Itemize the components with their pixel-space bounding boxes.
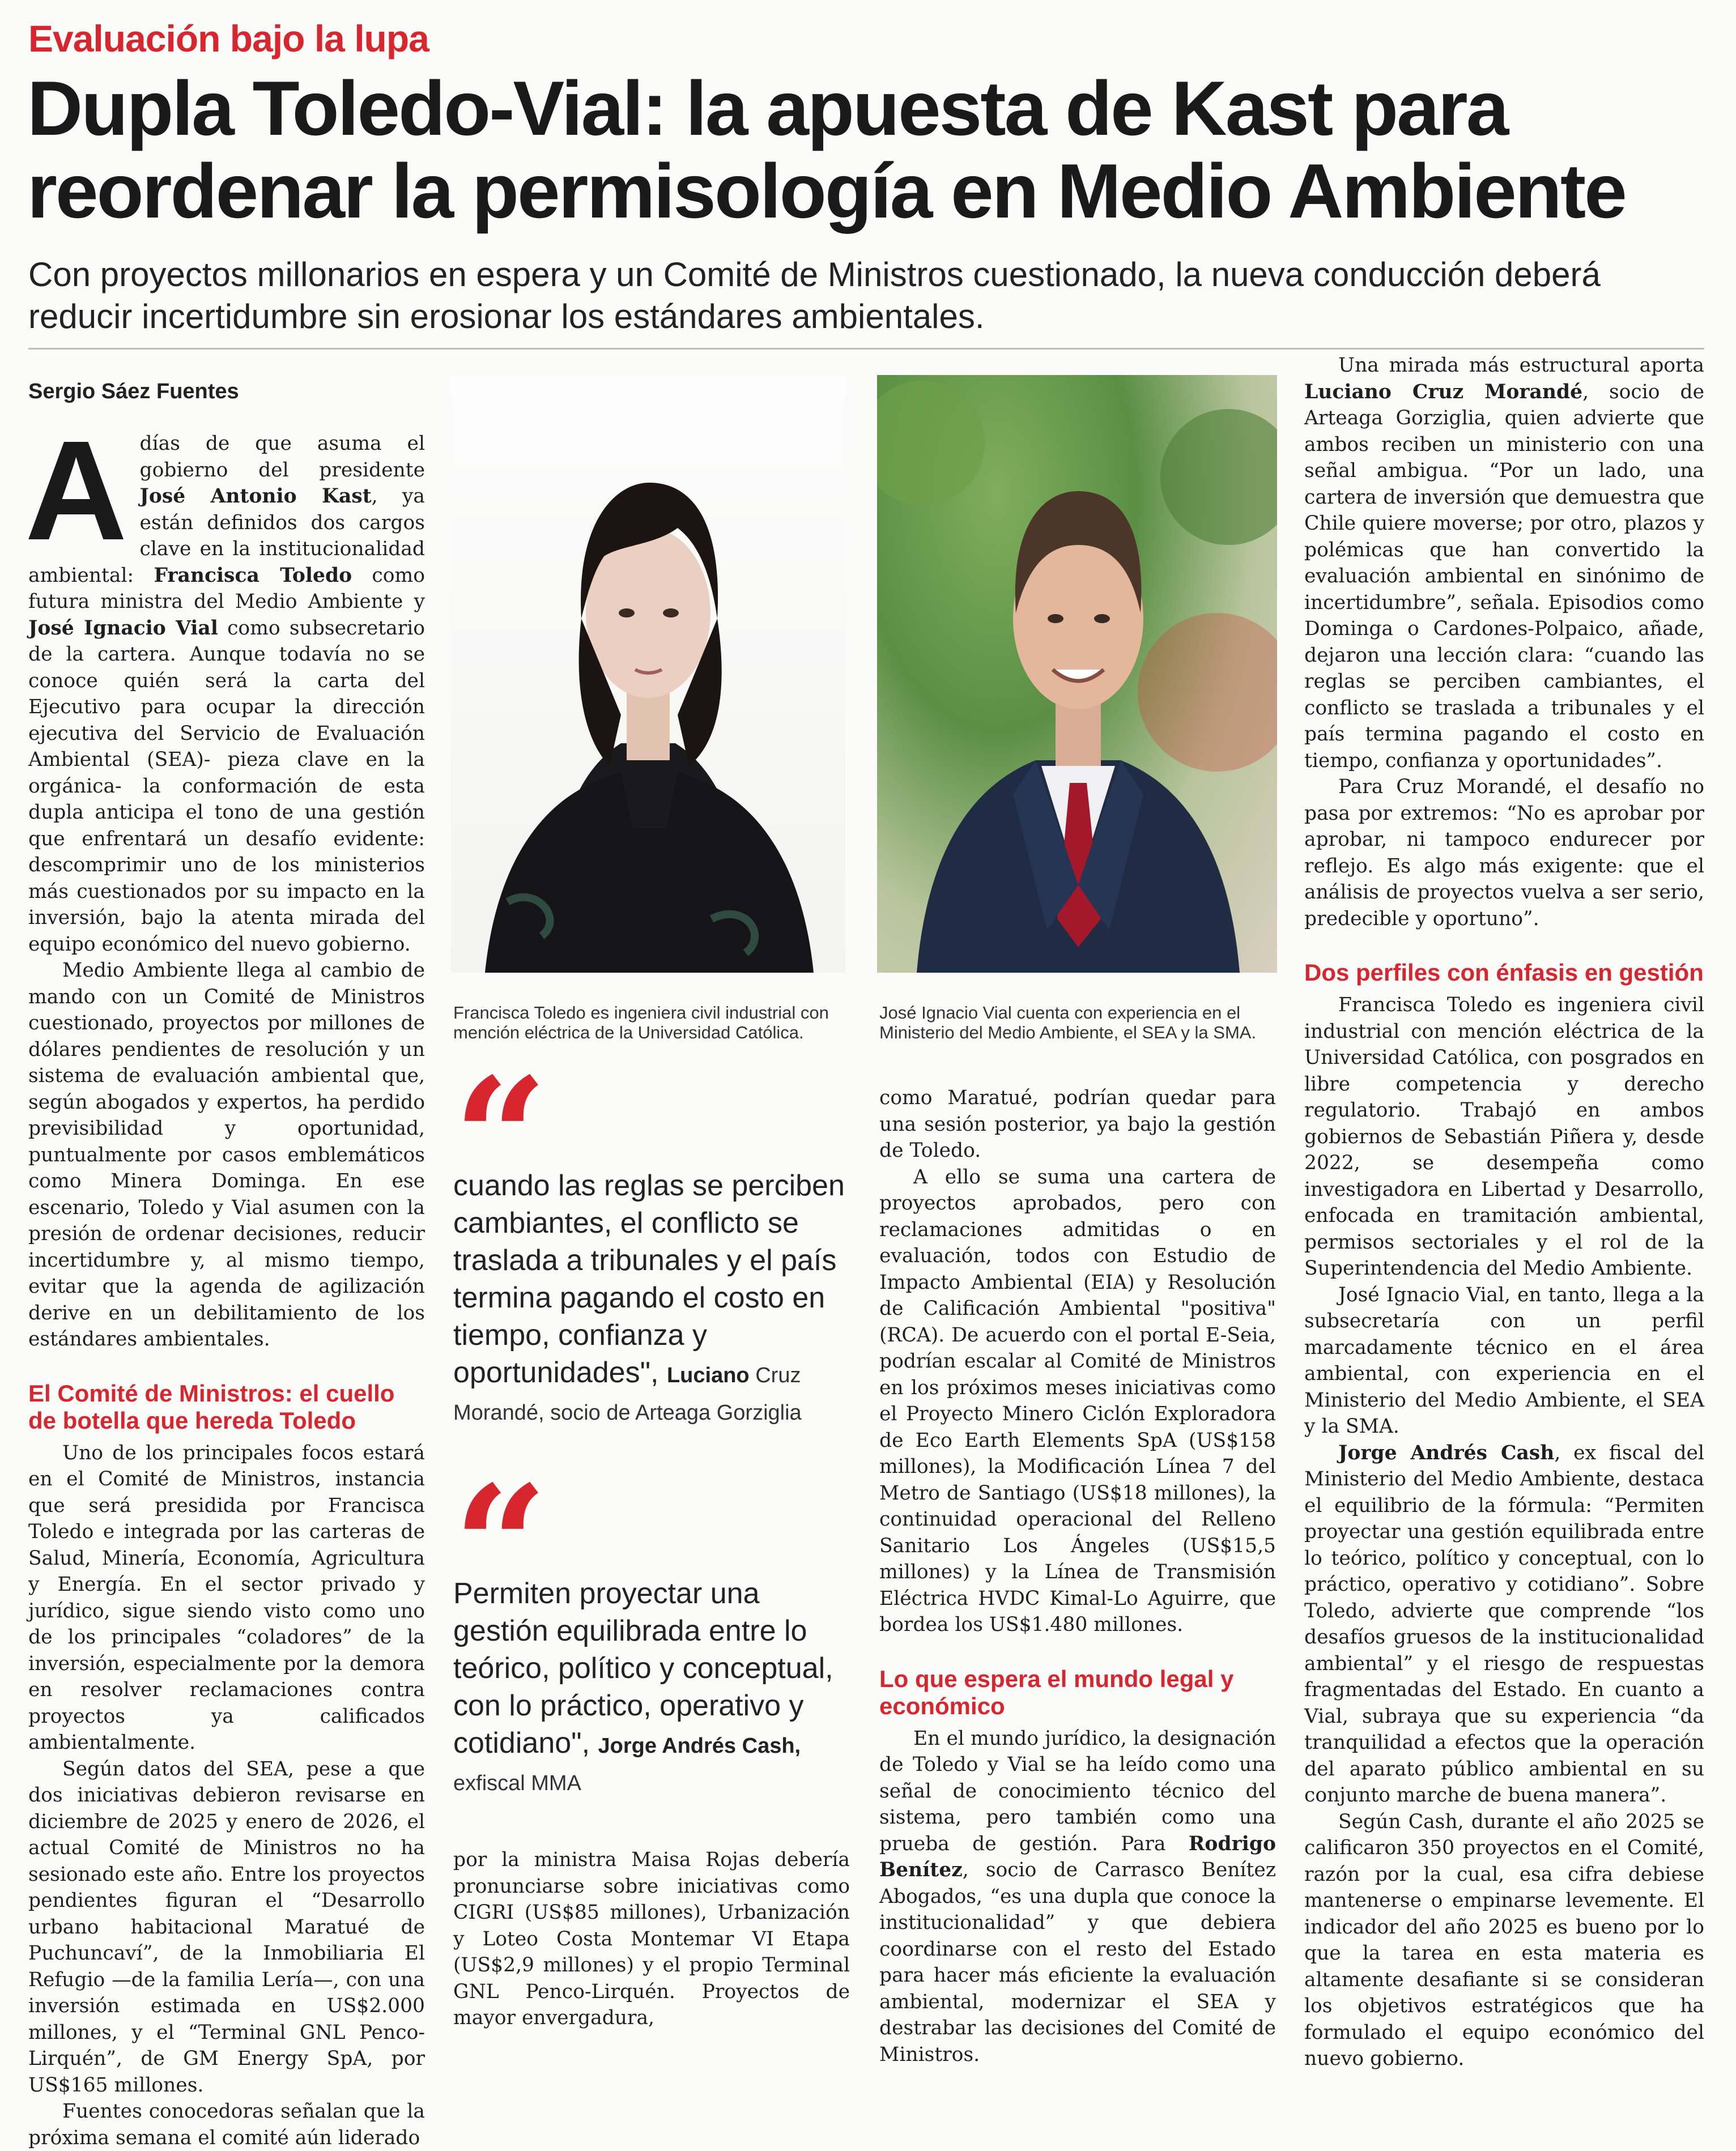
article-column-1 [25, 411, 426, 2151]
quote-text: cuando las reglas se perciben cambiantes, el conflicto se traslada a tribunales y el país termina pagando el costo en tiempo, confianza y oportunidades", [453, 1169, 845, 1389]
paragraph: Medio Ambiente llega al cambio de mando con un Comité de Ministros cuestionado, proyectos por millones de dólares pendientes de resolución y un sistema de evaluación ambiental que, según abogados y expertos, ha perdido previsibilidad y oportunidad, puntualmente por casos emblemáticos como Minera Dominga. En ese escenario, Toledo y Vial asumen con la presión de ordenar decisiones, reducir incertidumbre y, al mismo tiempo, evitar que la agenda de agilización derive en un debilitamiento de los estándares ambientales. [28, 959, 425, 1351]
divider [28, 348, 1704, 350]
paragraph: Una mirada más estructural aporta Luciano Cruz Morandé, socio de Arteaga Gorziglia, quien advierte que ambos reciben un ministerio con una señal ambigua. “Por un lado, una cartera de inversión que demuestra que Chile quiere moverse; por otro, plazos y polémicas que han convertido la evaluación ambiental en sinónimo de incertidumbre”, señala. Episodios como Dominga o Cardones-Polpaico, añade, dejaron una lección clara: “cuando las reglas se perciben cambiantes, el conflicto se traslada a tribunales y el país termina pagando el costo en tiempo, confianza y oportunidades”. [1304, 354, 1704, 772]
subheading: Lo que espera el mundo legal y económico [879, 1665, 1234, 1719]
quote-mark-icon: “ [453, 1042, 531, 1235]
subheading: El Comité de Ministros: el cuello de botella que hereda Toledo [28, 1379, 395, 1434]
article-column-3 [879, 1085, 1276, 2068]
photo-francisca-toledo [451, 375, 845, 973]
paragraph: Fuentes conocedoras señalan que la próxima semana el comité aún liderado [28, 2100, 425, 2149]
paragraph: Para Cruz Morandé, el desafío no pasa por extremos: “No es aprobar por aprobar, ni tampoco endurecer por reflejo. Es algo más exigente: que el análisis de proyectos vuelva a ser serio, predecible y oportuno”. [1304, 776, 1704, 930]
kicker: Evaluación bajo la lupa [28, 18, 429, 59]
photo-caption: José Ignacio Vial cuenta con experiencia en el Ministerio del Medio Ambiente, el SEA y la SMA. [879, 1003, 1257, 1042]
headline: Dupla Toledo-Vial: la apuesta de Kast para reordenar la permisología en Medio Ambiente [27, 65, 1626, 234]
paragraph: Uno de los principales focos estará en el Comité de Ministros, instancia que será presidida por Francisca Toledo e integrada por las carteras de Salud, Minería, Economía, Agricultura y Energía. En el sector privado y jurídico, sigue siendo visto como uno de los principales “coladores” de la inversión, especialmente por la demora en resolver reclamaciones contra proyectos ya calificados ambientalmente. [28, 1441, 425, 1754]
photo-caption: Francisca Toledo es ingeniera civil industrial con mención eléctrica de la Universidad Católica. [453, 1003, 829, 1042]
paragraph: Francisca Toledo es ingeniera civil industrial con mención eléctrica de la Universidad Católica, con posgrados en libre competencia y derecho regulatorio. Trabajó en ambos gobiernos de Sebastián Piñera y, desde 2022, se desempeña como investigadora en Libertad y Desarrollo, enfocada en tramitación ambiental, permisos sectoriales y el rol de la Superintendencia del Medio Ambiente. [1304, 994, 1704, 1280]
paragraph: Según Cash, durante el año 2025 se calificaron 350 proyectos en el Comité, razón por la cual, esa cifra debiese mantenerse o empinarse levemente. El indicador del año 2025 es bueno por lo que la tarea en esta materia es altamente desafiante si se consideran los objetivos estratégicos que ha formulado el equipo económico del nuevo gobierno. [1304, 1810, 1704, 2070]
article-column-4 [1304, 352, 1704, 2072]
quote-author: Jorge Andrés Cash, [598, 1734, 801, 1758]
quote-mark-icon: “ [453, 1450, 531, 1643]
subheading: Dos perfiles con énfasis en gestión [1304, 959, 1704, 986]
quote-author-role: exfiscal MMA [453, 1771, 581, 1795]
portrait-woman [451, 375, 845, 973]
deck: Con proyectos millonarios en espera y un Comité de Ministros cuestionado, la nueva conducción deberá reducir incertidumbre sin erosionar los estándares ambientales. [28, 255, 1601, 335]
quote-author-role: Cruz Morandé, socio de Arteaga Gorziglia [453, 1364, 802, 1425]
quote-author: Luciano [666, 1364, 750, 1387]
lead-paragraph: Adías de que asuma el gobierno del presidente José Antonio Kast, ya están definidos dos cargos clave en la institucionalidad ambiental: Francisca Toledo como futura ministra del Medio Ambiente y José Ignacio Vial como subsecretario de la cartera. Aunque todavía no se conoce quién será la carta del Ejecutivo para ocupar la dirección ejecutiva del Servicio de Evaluación Ambiental (SEA)- pieza clave en la orgánica- la conformación de esta dupla anticipa el tono de una gestión que enfrentará un desafío evidente: descomprimir uno de los ministerios más cuestionados por su impacto en la inversión, bajo la atenta mirada del equipo económico del nuevo gobierno. [25, 411, 426, 956]
pull-quote [453, 1042, 850, 1429]
paragraph: José Ignacio Vial, en tanto, llega a la subsecretaría con un perfil marcadamente técnico en el área ambiental, con experiencia en el Ministerio del Medio Ambiente, el SEA y la SMA. [1304, 1283, 1704, 1438]
paragraph: A ello se suma una cartera de proyectos aprobados, pero con reclamaciones admitidas o en evaluación, todos con Estudio de Impacto Ambiental (EIA) y Resolución de Calificación Ambiental "positiva" (RCA). De acuerdo con el portal E-Seia, podrían escalar al Comité de Ministros en los próximos meses iniciativas como el Proyecto Minero Ciclón Exploradora de Eco Earth Elements SpA (US$158 millones), la Modificación Línea 7 del Metro de Santiago (US$18 millones), la continuidad operacional del Relleno Sanitario Los Ángeles (US$15,5 millones) y la Línea de Transmisión Eléctrica HVDC Kimal-Lo Aguirre, que bordea los US$1.480 millones. [879, 1165, 1276, 1636]
photo-jose-ignacio-vial [877, 375, 1277, 973]
drop-cap: A [25, 411, 127, 569]
quote-text: Permiten proyectar una gestión equilibrada entre lo teórico, político y conceptual, con lo práctico, operativo y cotidiano", [453, 1577, 833, 1760]
article-column-2-bottom [453, 1847, 850, 2031]
paragraph: como Maratué, podrían quedar para una sesión posterior, ya bajo la gestión de Toledo. [879, 1087, 1276, 1162]
paragraph: Jorge Andrés Cash, ex fiscal del Ministerio del Medio Ambiente, destaca el equilibrio de la fórmula: “Permiten proyectar una gestión equilibrada entre lo teórico, político y conceptual, con lo práctico, operativo y cotidiano”. Sobre Toledo, advierte que comprende “los desafíos gruesos de la institucionalidad ambiental” y el riesgo de respuestas fragmentadas del Estado. En cuanto a Vial, subraya que su experiencia “da tranquilidad a efectos que la operación del aparato público ambiental en su conjunto marche de buena manera”. [1304, 1441, 1705, 1807]
paragraph: por la ministra Maisa Rojas debería pronunciarse sobre iniciativas como CIGRI (US$85 millones), Urbanización y Loteo Costa Montemar VI Etapa (US$2,9 millones) y el propio Terminal GNL Penco-Lirquén. Proyectos de mayor envergadura, [453, 1848, 850, 2029]
pull-quote [453, 1450, 850, 1799]
paragraph: Según datos del SEA, pese a que dos iniciativas debieron revisarse en diciembre de 2025 y enero de 2026, el actual Comité de Ministros no ha sesionado este año. Entre los proyectos pendientes figuran el “Desarrollo urbano habitacional Maratué de Puchuncaví”, de la Inmobiliaria El Refugio —de la familia Lería—, con una inversión estimada en US$2.000 millones, y el “Terminal GNL Penco-Lirquén”, de GM Energy SpA, por US$165 millones. [28, 1757, 425, 2097]
paragraph: En el mundo jurídico, la designación de Toledo y Vial se ha leído como una señal de conocimiento técnico del sistema, pero también como una prueba de gestión. Para Rodrigo Benítez, socio de Carrasco Benítez Abogados, “es una dupla que conoce la institucionalidad” y que debiera coordinarse con el resto del Estado para hacer más eficiente la evaluación ambiental, modernizar el SEA y destrabar las decisiones del Comité de Ministros. [879, 1727, 1276, 2066]
byline: Sergio Sáez Fuentes [28, 380, 239, 403]
portrait-man [877, 375, 1277, 973]
